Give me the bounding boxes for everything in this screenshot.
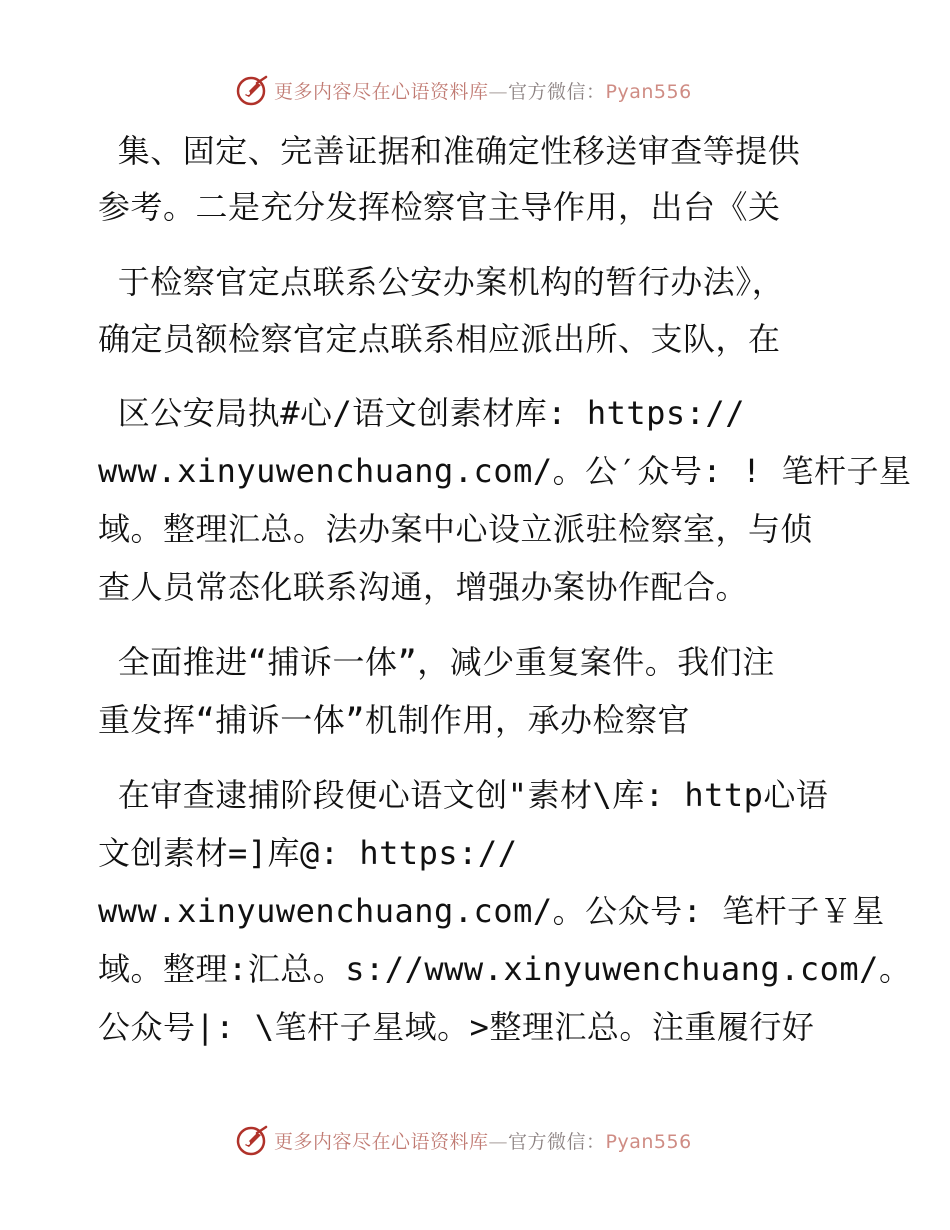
text-line: 参考。二是充分发挥检察官主导作用，出台《关 xyxy=(98,188,781,226)
text-line: 在审查逮捕阶段便心语文创"素材\库: http心语 xyxy=(98,776,829,814)
text-line: 查人员常态化联系沟通，增强办案协作配合。 xyxy=(98,568,749,606)
text-line: 区公安局执#心/语文创素材库: https:// xyxy=(98,394,745,432)
text-line: 域。整理:汇总。s://www.xinyuwenchuang.com/。 xyxy=(98,950,912,988)
text-line: 公众号|: \笔杆子星域。>整理汇总。注重履行好 xyxy=(98,1008,815,1046)
footer-watermark xyxy=(236,1122,692,1158)
text-line: 全面推进“捕诉一体”，减少重复案件。我们注 xyxy=(98,643,775,681)
watermark-main: 更多内容尽在心语资料库 xyxy=(274,80,489,103)
logo-icon xyxy=(236,1123,270,1157)
text-line: 域。整理汇总。法办案中心设立派驻检察室，与侦 xyxy=(98,510,814,548)
watermark-wechat: Pyan556 xyxy=(605,80,692,103)
header-watermark xyxy=(236,72,692,108)
watermark-separator: — xyxy=(488,1130,509,1153)
text-line: www.xinyuwenchuang.com/。公′众号: ! 笔杆子星 xyxy=(98,452,912,490)
text-line: 集、固定、完善证据和准确定性移送审查等提供 xyxy=(98,132,801,170)
text-line: 重发挥“捕诉一体”机制作用，承办检察官 xyxy=(98,701,691,739)
watermark-official: 官方微信： xyxy=(508,80,606,103)
watermark-official: 官方微信： xyxy=(508,1130,606,1153)
logo-icon xyxy=(236,73,270,107)
text-line: 于检察官定点联系公安办案机构的暂行办法》， xyxy=(98,263,785,301)
text-line: 文创素材=]库@: https:// xyxy=(98,834,518,872)
watermark-wechat: Pyan556 xyxy=(605,1130,692,1153)
watermark-separator: — xyxy=(488,80,509,103)
watermark-main: 更多内容尽在心语资料库 xyxy=(274,1130,489,1153)
text-line: 确定员额检察官定点联系相应派出所、支队，在 xyxy=(98,320,781,358)
text-line: www.xinyuwenchuang.com/。公众号: 笔杆子￥星 xyxy=(98,892,885,930)
